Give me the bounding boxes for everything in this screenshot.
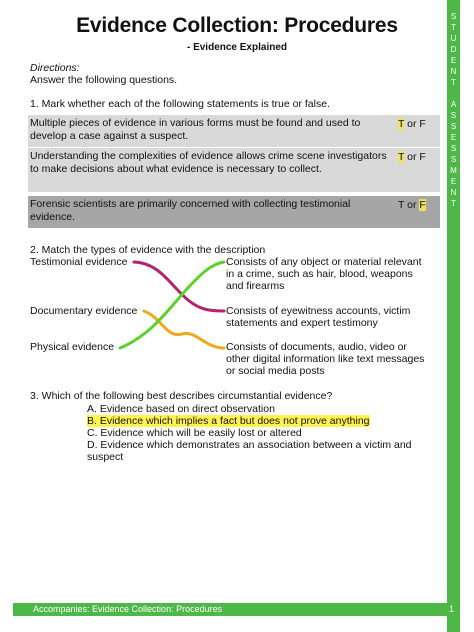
true-option[interactable]: T [398,151,405,163]
match-line-documentary [144,311,224,348]
match-right-physical-desc[interactable]: Consists of any object or material relevant in a crime, such as hair, blood, weapons and firearms [226,256,422,292]
sidebar-letter: U [450,34,457,43]
directions-text: Answer the following questions. [30,74,178,86]
sidebar-letter: S [450,155,457,164]
sidebar-letter: S [450,122,457,131]
question-3-prompt: 3. Which of the following best describes circumstantial evidence? [30,390,333,402]
sidebar-letter: N [450,188,457,197]
sidebar-letter: E [450,133,457,142]
page-subtitle: - Evidence Explained [186,42,288,53]
page-number: 1 [448,604,454,614]
match-left-physical[interactable]: Physical evidence [30,341,115,353]
footer-text: Accompanies: Evidence Collection: Procedures [33,604,223,614]
sidebar-letter: S [450,144,457,153]
match-line-testimonial [134,262,224,311]
option-d[interactable]: D. Evidence which demonstrates an association between a victim and suspect [87,439,412,463]
false-option[interactable]: F [419,118,426,130]
footer-bar [13,603,460,616]
sidebar-letter: M [450,166,457,175]
sidebar-letter: E [450,177,457,186]
tf-statement: Forensic scientists are primarily concerned with collecting testimonial evidence. [30,198,351,223]
match-left-testimonial[interactable]: Testimonial evidence [30,256,128,268]
page-title: Evidence Collection: Procedures [76,14,398,37]
sidebar-letter: S [450,12,457,21]
match-right-documentary-desc[interactable]: Consists of documents, audio, video or other digital information like text messages or social media posts [226,341,425,377]
or-text: or [404,118,420,130]
sidebar-letter: T [451,199,456,208]
tf-statement: Multiple pieces of evidence in various forms must be found and used to develop a case against a suspect. [30,117,361,142]
or-text: or [404,199,420,211]
false-option[interactable]: F [419,151,426,163]
match-line-physical [120,262,224,348]
sidebar-letter: T [451,23,456,32]
option-c[interactable]: C. Evidence which will be easily lost or altered [87,427,302,439]
match-right-testimonial-desc[interactable]: Consists of eyewitness accounts, victim statements and expert testimony [226,305,411,329]
option-b-highlight: B. Evidence which implies a fact but does not prove anything [87,415,370,427]
sidebar-letter: A [450,100,457,109]
sidebar-letter: N [450,67,457,76]
directions-label: Directions: [30,62,80,74]
question-1-prompt: 1. Mark whether each of the following statements is true or false. [30,98,330,110]
match-left-documentary[interactable]: Documentary evidence [30,305,138,317]
true-option[interactable]: T [398,199,405,211]
sidebar-letter: S [450,111,457,120]
or-text: or [404,151,420,163]
sidebar-letter: D [450,45,457,54]
question-2-prompt: 2. Match the types of evidence with the description [30,244,266,256]
sidebar-letter: T [451,78,456,87]
false-option[interactable]: F [419,199,426,211]
tf-statement: Understanding the complexities of evidence allows crime scene investigators to make decisions about what evidence is necessary to collect. [30,150,387,175]
option-a[interactable]: A. Evidence based on direct observation [87,403,275,415]
true-option[interactable]: T [398,118,405,130]
sidebar-letter: E [450,56,457,65]
option-b[interactable] [87,415,370,427]
